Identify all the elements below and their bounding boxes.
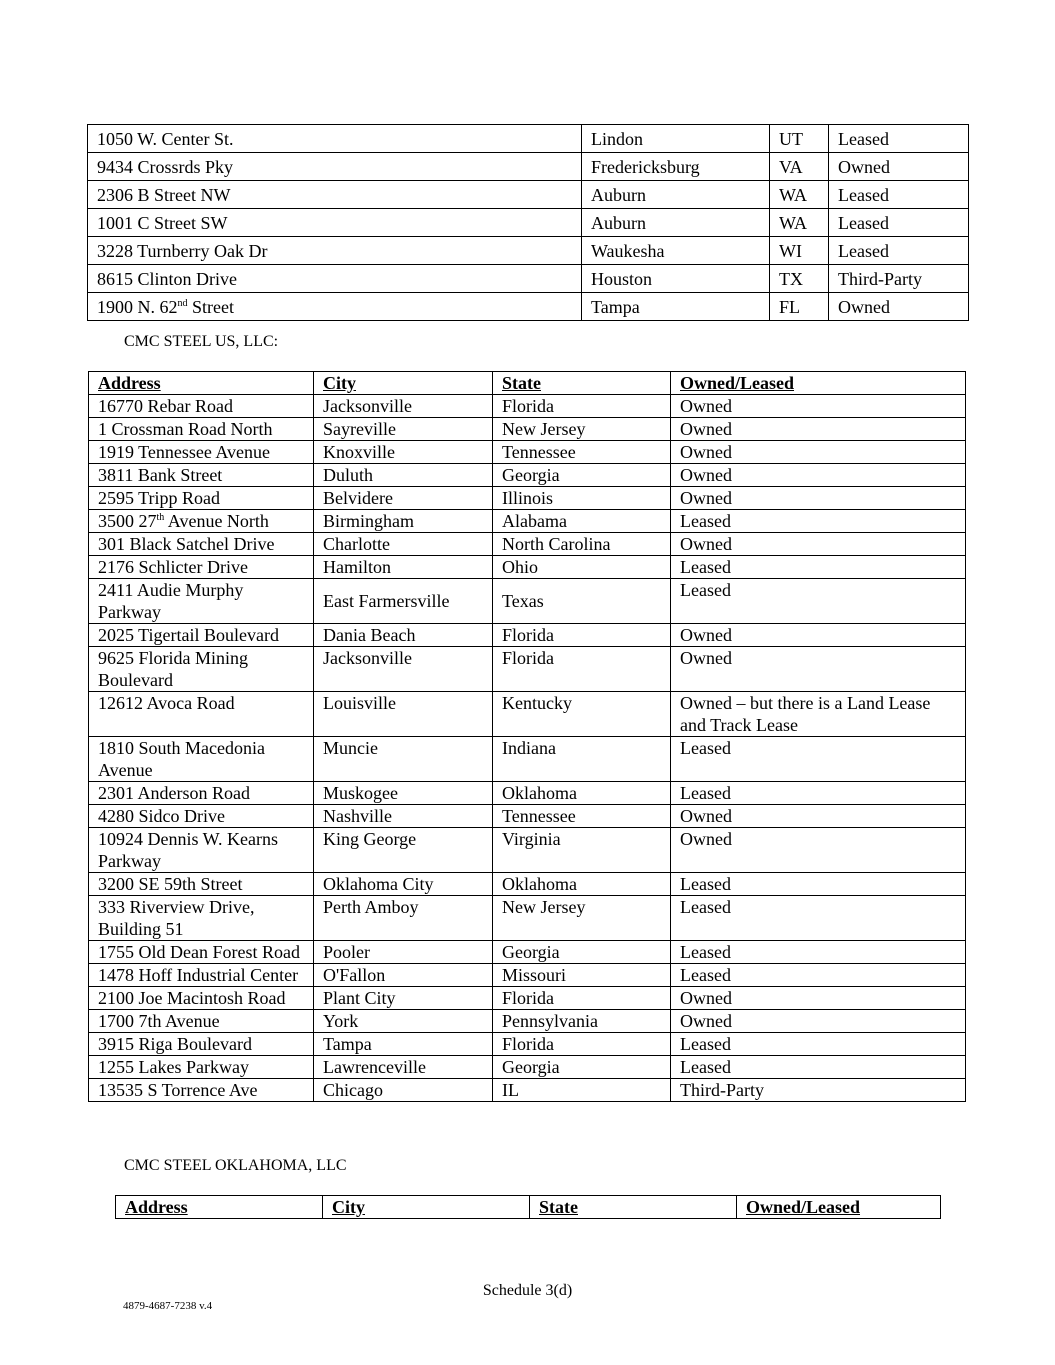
cell-state: Oklahoma [493, 782, 671, 805]
cell-address: 301 Black Satchel Drive [89, 533, 314, 556]
cell-city: Auburn [582, 181, 770, 209]
table-row [89, 487, 966, 510]
header-owned-leased: Owned/Leased [737, 1196, 941, 1219]
cell-state: Florida [493, 624, 671, 647]
section-label-cmc-steel-oklahoma: CMC STEEL OKLAHOMA, LLC [124, 1157, 347, 1174]
cell-state: Texas [493, 579, 671, 624]
cell-city: Plant City [314, 987, 493, 1010]
cell-state: IL [493, 1079, 671, 1102]
cell-state: Kentucky [493, 692, 671, 737]
cell-address: 1755 Old Dean Forest Road [89, 941, 314, 964]
cell-state: Oklahoma [493, 873, 671, 896]
table-header-row [89, 372, 966, 395]
table-row [89, 624, 966, 647]
table-row [89, 556, 966, 579]
cell-owned-leased: Owned [671, 624, 966, 647]
cell-address: 2176 Schlicter Drive [89, 556, 314, 579]
cell-city: East Farmersville [314, 579, 493, 624]
cmc-steel-us-table [88, 371, 966, 1102]
table-row [89, 418, 966, 441]
cell-city: York [314, 1010, 493, 1033]
header-address: Address [89, 372, 314, 395]
cell-state: Tennessee [493, 441, 671, 464]
cell-owned-leased: Owned [671, 395, 966, 418]
cell-city: Belvidere [314, 487, 493, 510]
table-row [89, 805, 966, 828]
cell-city: Pooler [314, 941, 493, 964]
cell-city: Jacksonville [314, 395, 493, 418]
cell-city: Dania Beach [314, 624, 493, 647]
cell-state: Ohio [493, 556, 671, 579]
table-row [88, 181, 969, 209]
cell-owned-leased: Owned [671, 418, 966, 441]
table-row [89, 647, 966, 692]
cell-owned-leased: Leased [829, 209, 969, 237]
cell-state: WI [770, 237, 829, 265]
cell-city: Muskogee [314, 782, 493, 805]
cell-state: Indiana [493, 737, 671, 782]
cell-state: North Carolina [493, 533, 671, 556]
cell-address: 1001 C Street SW [88, 209, 582, 237]
header-city: City [323, 1196, 530, 1219]
cell-owned-leased: Leased [671, 941, 966, 964]
header-city: City [314, 372, 493, 395]
cell-state: UT [770, 125, 829, 153]
cell-state: WA [770, 181, 829, 209]
cell-address: 2301 Anderson Road [89, 782, 314, 805]
cell-owned-leased: Owned [671, 487, 966, 510]
cell-address: 3200 SE 59th Street [89, 873, 314, 896]
cmc-steel-oklahoma-table [115, 1195, 941, 1219]
cell-address: 2411 Audie Murphy Parkway [89, 579, 314, 624]
cell-address: 1255 Lakes Parkway [89, 1056, 314, 1079]
cell-owned-leased: Owned [671, 987, 966, 1010]
cell-city: Nashville [314, 805, 493, 828]
cell-state: Tennessee [493, 805, 671, 828]
cell-city: Jacksonville [314, 647, 493, 692]
table-row [89, 579, 966, 624]
cell-address: 2306 B Street NW [88, 181, 582, 209]
cell-owned-leased: Leased [671, 896, 966, 941]
cell-address: 16770 Rebar Road [89, 395, 314, 418]
cell-city: O'Fallon [314, 964, 493, 987]
table-header-row [116, 1196, 941, 1219]
cell-state: New Jersey [493, 418, 671, 441]
cell-city: Tampa [314, 1033, 493, 1056]
table-row [89, 941, 966, 964]
cell-owned-leased: Owned [671, 647, 966, 692]
table-row [89, 782, 966, 805]
cell-city: Houston [582, 265, 770, 293]
cell-city: Auburn [582, 209, 770, 237]
cell-city: Fredericksburg [582, 153, 770, 181]
address-text-rest: Avenue North [164, 511, 269, 531]
address-text-rest: Street [187, 297, 234, 317]
cell-owned-leased: Leased [829, 237, 969, 265]
cell-address: 2100 Joe Macintosh Road [89, 987, 314, 1010]
cell-owned-leased: Leased [671, 1033, 966, 1056]
cell-state: Missouri [493, 964, 671, 987]
document-id: 4879-4687-7238 v.4 [123, 1300, 213, 1312]
cell-city: Tampa [582, 293, 770, 321]
cell-address: 1810 South Macedonia Avenue [89, 737, 314, 782]
table-row [89, 828, 966, 873]
cell-owned-leased: Third-Party [829, 265, 969, 293]
cell-owned-leased: Owned [671, 464, 966, 487]
cell-address: 12612 Avoca Road [89, 692, 314, 737]
table-row [89, 464, 966, 487]
cell-owned-leased: Leased [671, 1056, 966, 1079]
table-row [88, 153, 969, 181]
cell-address: 9625 Florida Mining Boulevard [89, 647, 314, 692]
cell-address: 4280 Sidco Drive [89, 805, 314, 828]
table-row [89, 873, 966, 896]
cell-city: Lawrenceville [314, 1056, 493, 1079]
cell-address: 1 Crossman Road North [89, 418, 314, 441]
table-row [89, 1010, 966, 1033]
cell-owned-leased: Leased [671, 737, 966, 782]
table-row [88, 293, 969, 321]
cell-owned-leased: Leased [671, 873, 966, 896]
cell-state: Florida [493, 987, 671, 1010]
cell-city: King George [314, 828, 493, 873]
table-row [89, 510, 966, 533]
cell-address: 1050 W. Center St. [88, 125, 582, 153]
table-row [89, 533, 966, 556]
cell-address: 2595 Tripp Road [89, 487, 314, 510]
cell-owned-leased: Owned [671, 533, 966, 556]
cell-city: Perth Amboy [314, 896, 493, 941]
cell-state: Alabama [493, 510, 671, 533]
cell-state: Georgia [493, 1056, 671, 1079]
cell-city: Muncie [314, 737, 493, 782]
section-label-cmc-steel-us: CMC STEEL US, LLC: [124, 333, 279, 350]
cell-city: Lindon [582, 125, 770, 153]
header-state: State [530, 1196, 737, 1219]
cell-address: 10924 Dennis W. Kearns Parkway [89, 828, 314, 873]
cell-state: Virginia [493, 828, 671, 873]
cell-owned-leased: Leased [671, 579, 966, 624]
cell-owned-leased: Leased [829, 181, 969, 209]
cell-owned-leased: Owned [671, 805, 966, 828]
cell-owned-leased: Leased [671, 556, 966, 579]
cell-owned-leased: Leased [671, 782, 966, 805]
cell-city: Hamilton [314, 556, 493, 579]
cell-owned-leased: Owned [671, 1010, 966, 1033]
cell-state: Georgia [493, 941, 671, 964]
top-property-table [87, 124, 969, 321]
cell-city: Knoxville [314, 441, 493, 464]
cell-owned-leased: Leased [829, 125, 969, 153]
cell-city: Louisville [314, 692, 493, 737]
table-row [89, 896, 966, 941]
cell-owned-leased: Leased [671, 510, 966, 533]
table-row [89, 1056, 966, 1079]
cell-address: 3228 Turnberry Oak Dr [88, 237, 582, 265]
address-text: 1900 N. 62 [97, 297, 178, 317]
header-owned-leased: Owned/Leased [671, 372, 966, 395]
cell-address: 3915 Riga Boulevard [89, 1033, 314, 1056]
cell-owned-leased: Owned [829, 293, 969, 321]
table-row [88, 209, 969, 237]
cell-city: Waukesha [582, 237, 770, 265]
cell-city: Charlotte [314, 533, 493, 556]
cell-address: 8615 Clinton Drive [88, 265, 582, 293]
table-row [89, 964, 966, 987]
cell-state: Florida [493, 395, 671, 418]
cell-owned-leased: Owned [671, 441, 966, 464]
cell-state: VA [770, 153, 829, 181]
cell-address: 333 Riverview Drive, Building 51 [89, 896, 314, 941]
table-row [89, 1079, 966, 1102]
ordinal-suffix: th [156, 512, 165, 523]
table-row [89, 987, 966, 1010]
cell-city: Oklahoma City [314, 873, 493, 896]
cell-owned-leased: Leased [671, 964, 966, 987]
cell-state: TX [770, 265, 829, 293]
page-footer-schedule: Schedule 3(d) [482, 1282, 573, 1299]
cell-address [88, 293, 582, 321]
table-row [89, 1033, 966, 1056]
cell-state: Florida [493, 1033, 671, 1056]
cell-address: 1919 Tennessee Avenue [89, 441, 314, 464]
cell-city: Birmingham [314, 510, 493, 533]
cell-owned-leased: Owned – but there is a Land Lease and Track Lease [671, 692, 966, 737]
table-row [88, 237, 969, 265]
cell-address: 3811 Bank Street [89, 464, 314, 487]
table-row [89, 737, 966, 782]
address-text: 3500 27 [98, 511, 157, 531]
cell-owned-leased: Owned [671, 828, 966, 873]
cell-city: Chicago [314, 1079, 493, 1102]
cell-address: 13535 S Torrence Ave [89, 1079, 314, 1102]
header-address: Address [116, 1196, 323, 1219]
cell-state: Florida [493, 647, 671, 692]
cell-state: New Jersey [493, 896, 671, 941]
cell-address: 1700 7th Avenue [89, 1010, 314, 1033]
cell-state: Georgia [493, 464, 671, 487]
cell-address: 2025 Tigertail Boulevard [89, 624, 314, 647]
header-state: State [493, 372, 671, 395]
table-row [89, 441, 966, 464]
cell-state: WA [770, 209, 829, 237]
cell-owned-leased: Owned [829, 153, 969, 181]
cell-address: 1478 Hoff Industrial Center [89, 964, 314, 987]
table-row [89, 395, 966, 418]
cell-address: 9434 Crossrds Pky [88, 153, 582, 181]
cell-owned-leased: Third-Party [671, 1079, 966, 1102]
cell-city: Sayreville [314, 418, 493, 441]
table-row [89, 692, 966, 737]
cell-city: Duluth [314, 464, 493, 487]
cell-state: FL [770, 293, 829, 321]
cell-address [89, 510, 314, 533]
table-row [88, 125, 969, 153]
cell-state: Illinois [493, 487, 671, 510]
cell-state: Pennsylvania [493, 1010, 671, 1033]
table-row [88, 265, 969, 293]
ordinal-suffix: nd [177, 298, 188, 309]
